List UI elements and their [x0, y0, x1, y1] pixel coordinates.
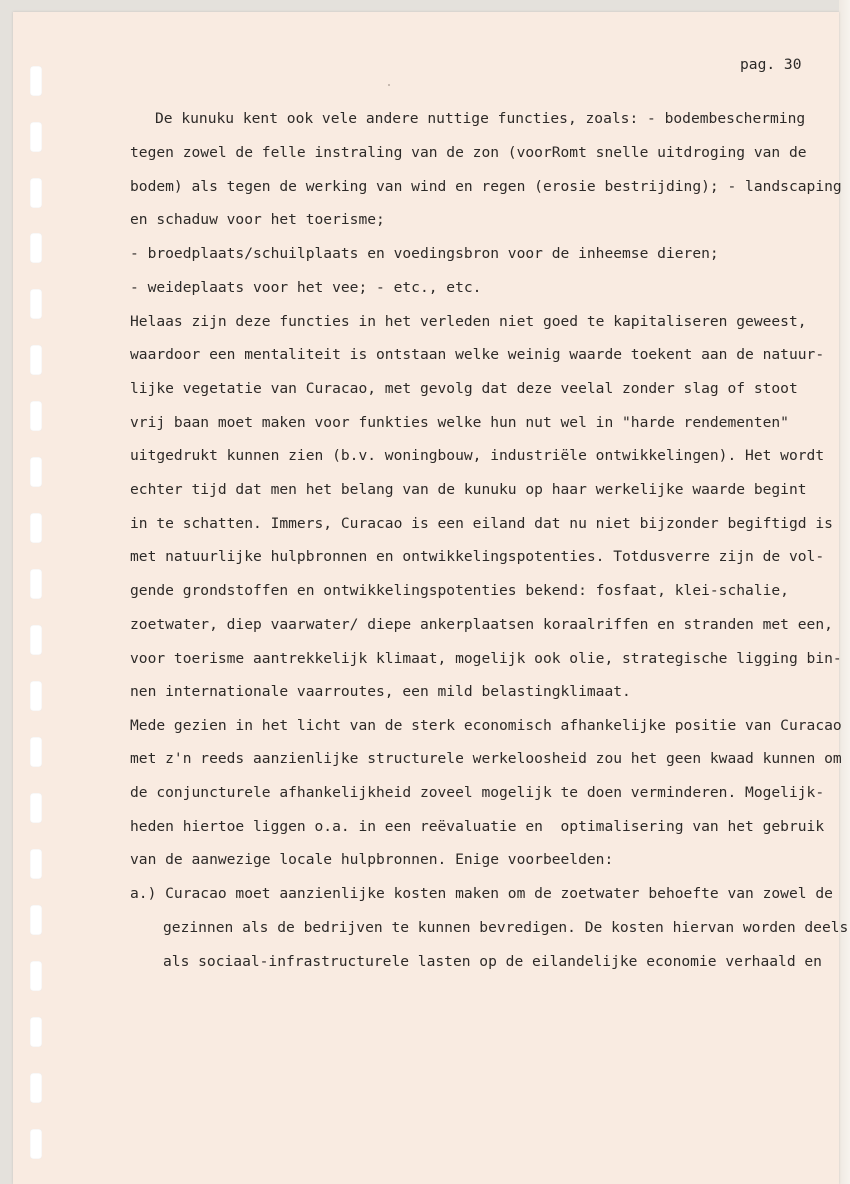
- punch-hole: [30, 569, 42, 599]
- punch-hole: [30, 233, 42, 263]
- punch-hole: [30, 513, 42, 543]
- text-line: De kunuku kent ook vele andere nuttige functies, zoals: - bodembescherming: [155, 110, 806, 127]
- text-line: met natuurlijke hulpbronnen en ontwikkelingspotenties. Totdusverre zijn de vol-: [130, 548, 825, 565]
- punch-hole: [30, 961, 42, 991]
- punch-hole: [30, 1017, 42, 1047]
- text-line: Helaas zijn deze functies in het verleden niet goed te kapitaliseren geweest,: [130, 313, 807, 330]
- text-line: gende grondstoffen en ontwikkelingspotenties bekend: fosfaat, klei-schalie,: [130, 582, 789, 599]
- text-line: nen internationale vaarroutes, een mild belastingklimaat.: [130, 683, 631, 700]
- text-line: echter tijd dat men het belang van de kunuku op haar werkelijke waarde begint: [130, 481, 807, 498]
- paper-speck: [388, 84, 390, 86]
- text-line: van de aanwezige locale hulpbronnen. Enige voorbeelden:: [130, 851, 614, 868]
- text-line: met z'n reeds aanzienlijke structurele werkeloosheid zou het geen kwaad kunnen om: [130, 750, 842, 767]
- text-line: in te schatten. Immers, Curacao is een eiland dat nu niet bijzonder begiftigd is: [130, 515, 833, 532]
- punch-hole: [30, 122, 42, 152]
- punch-hole: [30, 793, 42, 823]
- text-line: gezinnen als de bedrijven te kunnen bevredigen. De kosten hiervan worden deels: [163, 919, 849, 936]
- text-line: als sociaal-infrastructurele lasten op de eilandelijke economie verhaald en: [163, 953, 822, 970]
- punch-hole: [30, 289, 42, 319]
- punch-hole: [30, 178, 42, 208]
- punch-hole: [30, 457, 42, 487]
- text-line: bodem) als tegen de werking van wind en regen (erosie bestrijding); - landscaping: [130, 178, 842, 195]
- text-line: waardoor een mentaliteit is ontstaan welke weinig waarde toekent aan de natuur-: [130, 346, 825, 363]
- text-line: uitgedrukt kunnen zien (b.v. woningbouw, industriële ontwikkelingen). Het wordt: [130, 447, 825, 464]
- punch-hole: [30, 401, 42, 431]
- punch-hole: [30, 737, 42, 767]
- text-line: zoetwater, diep vaarwater/ diepe ankerplaatsen koraalriffen en stranden met een,: [130, 616, 833, 633]
- text-line: lijke vegetatie van Curacao, met gevolg dat deze veelal zonder slag of stoot: [130, 380, 798, 397]
- text-line: Mede gezien in het licht van de sterk economisch afhankelijke positie van Curacao: [130, 717, 842, 734]
- text-line: a.) Curacao moet aanzienlijke kosten maken om de zoetwater behoefte van zowel de: [130, 885, 833, 902]
- punch-hole: [30, 681, 42, 711]
- punch-hole: [30, 625, 42, 655]
- punch-hole: [30, 1129, 42, 1159]
- punch-hole: [30, 66, 42, 96]
- text-line: - broedplaats/schuilplaats en voedingsbron voor de inheemse dieren;: [130, 245, 719, 262]
- text-line: tegen zowel de felle instraling van de zon (voorRomt snelle uitdroging van de: [130, 144, 807, 161]
- punch-hole: [30, 905, 42, 935]
- page-number: pag. 30: [740, 56, 802, 73]
- text-line: - weideplaats voor het vee; - etc., etc.: [130, 279, 482, 296]
- text-line: de conjuncturele afhankelijkheid zoveel mogelijk te doen verminderen. Mogelijk-: [130, 784, 825, 801]
- punch-hole: [30, 1073, 42, 1103]
- text-line: voor toerisme aantrekkelijk klimaat, mogelijk ook olie, strategische ligging bin-: [130, 650, 842, 667]
- text-line: vrij baan moet maken voor funkties welke hun nut wel in "harde rendementen": [130, 414, 789, 431]
- text-line: en schaduw voor het toerisme;: [130, 211, 385, 228]
- punch-hole: [30, 849, 42, 879]
- text-line: heden hiertoe liggen o.a. in een reëvaluatie en optimalisering van het gebruik: [130, 818, 825, 835]
- punch-hole: [30, 345, 42, 375]
